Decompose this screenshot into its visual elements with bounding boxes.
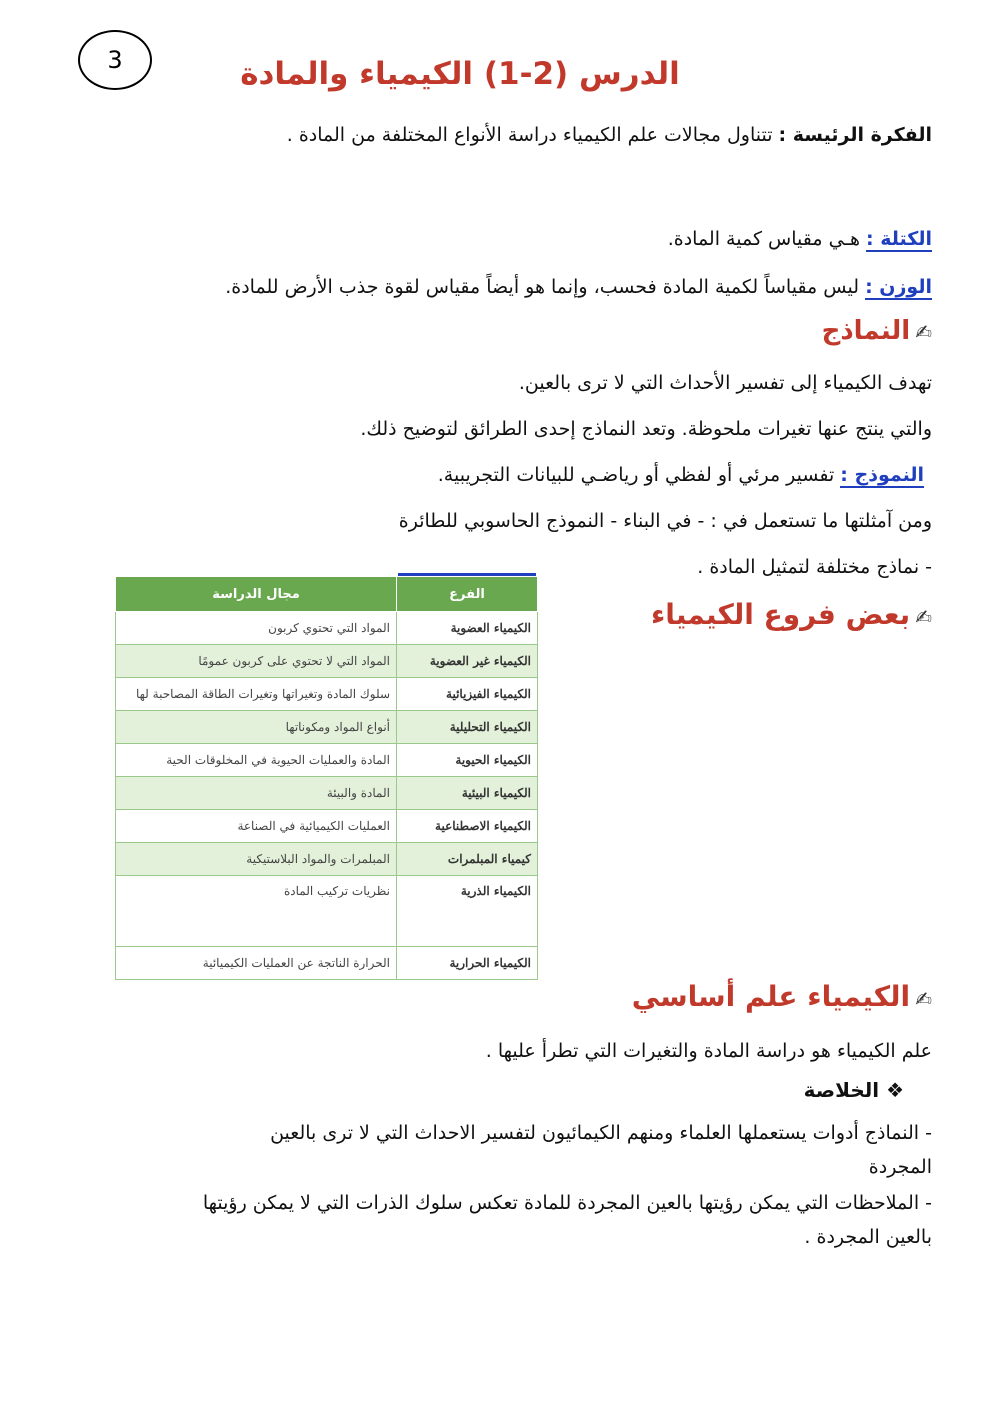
table-header-field: مجال الدراسة (116, 577, 397, 612)
main-idea (287, 120, 932, 150)
mass-definition (668, 224, 932, 254)
main-idea-text: تتناول مجالات علم الكيمياء دراسة الأنواع المختلفة من المادة . (286, 124, 779, 146)
branch-cell: كيمياء المبلمرات (397, 843, 538, 876)
field-cell: العمليات الكيميائية في الصناعة (116, 810, 397, 843)
branch-cell: الكيمياء التحليلية (397, 711, 538, 744)
field-cell: المادة والبيئة (116, 777, 397, 810)
model-label: النموذج : (840, 464, 924, 486)
field-cell: نظريات تركيب المادة (116, 876, 397, 947)
branch-cell: الكيمياء البيئية (397, 777, 538, 810)
summary-item-2: - الملاحظات التي يمكن رؤيتها بالعين المجردة للمادة تعكس سلوك الذرات التي لا يمكن رؤيتها (202, 1192, 932, 1214)
basic-science-text: علم الكيمياء هو دراسة المادة والتغيرات التي تطرأ عليها . (485, 1040, 932, 1062)
field-cell: سلوك المادة وتغيراتها وتغيرات الطاقة المصاحبة لها (116, 678, 397, 711)
table-row (116, 744, 538, 777)
branch-cell: الكيمياء الاصطناعية (397, 810, 538, 843)
table-row (116, 947, 538, 980)
table-row (116, 777, 538, 810)
field-cell: الحرارة الناتجة عن العمليات الكيميائية (116, 947, 397, 980)
branches-heading-text: بعض فروع الكيمياء (650, 598, 911, 631)
branch-cell: الكيمياء الحيوية (397, 744, 538, 777)
pen-icon: ✍ (915, 605, 932, 629)
page-number: 3 (78, 30, 152, 90)
weight-label: الوزن : (865, 276, 932, 298)
branch-cell: الكيمياء الذرية (397, 876, 538, 947)
models-paragraph-1: تهدف الكيمياء إلى تفسير الأحداث التي لا ترى بالعين. (518, 372, 932, 394)
table-row (116, 612, 538, 645)
field-cell: المواد التي تحتوي كربون (116, 612, 397, 645)
branch-cell: الكيمياء الحرارية (397, 947, 538, 980)
diamond-bullet-icon: ❖ (886, 1078, 904, 1102)
branches-heading (651, 598, 932, 631)
table-row (116, 843, 538, 876)
weight-text: ليس مقياساً لكمية المادة فحسب، وإنما هو أيضاً مقياس لقوة جذب الأرض للمادة. (225, 276, 866, 298)
table-row (116, 645, 538, 678)
pen-icon: ✍ (915, 320, 932, 344)
branch-cell: الكيمياء الفيزيائية (397, 678, 538, 711)
table-row (116, 711, 538, 744)
mass-label: الكتلة : (866, 228, 932, 250)
summary-item-1: - النماذج أدوات يستعملها العلماء ومنهم الكيمائيون لتفسير الاحداث التي لا ترى بالعين (270, 1122, 932, 1144)
field-cell: أنواع المواد ومكوناتها (116, 711, 397, 744)
table-header-branch: الفرع (397, 577, 538, 612)
summary-heading (804, 1078, 904, 1102)
page-title: الدرس (2-1) الكيمياء والمادة (240, 56, 680, 92)
field-cell: المبلمرات والمواد البلاستيكية (116, 843, 397, 876)
examples-line-1: ومن آمثلتها ما تستعمل في : - في البناء - النموذج الحاسوبي للطائرة (398, 510, 932, 532)
models-paragraph-2: والتي ينتج عنها تغيرات ملحوظة. وتعد النماذج إحدى الطرائق لتوضيح ذلك. (360, 418, 932, 440)
summary-heading-text: الخلاصة (803, 1078, 880, 1102)
model-text: تفسير مرئي أو لفظي أو رياضـي للبيانات التجريبية. (437, 464, 841, 486)
branch-cell: الكيمياء العضوية (397, 612, 538, 645)
field-cell: المادة والعمليات الحيوية في المخلوقات الحية (116, 744, 397, 777)
branches-table (115, 576, 538, 980)
pen-icon: ✍ (915, 987, 932, 1011)
summary-item-2-cont: بالعين المجردة . (804, 1226, 932, 1248)
mass-text: هـي مقياس كمية المادة. (667, 228, 867, 250)
models-heading (822, 316, 932, 346)
examples-line-2: - نماذج مختلفة لتمثيل المادة . (697, 556, 932, 578)
branch-cell: الكيمياء غير العضوية (397, 645, 538, 678)
basic-science-heading (632, 980, 932, 1013)
main-idea-label: الفكرة الرئيسة : (778, 124, 932, 146)
table-row (116, 876, 538, 947)
field-cell: المواد التي لا تحتوي على كربون عمومًا (116, 645, 397, 678)
weight-definition (225, 272, 932, 302)
basic-science-heading-text: الكيمياء علم أساسي (631, 980, 911, 1013)
summary-item-1-cont: المجردة (868, 1156, 932, 1178)
model-definition (438, 460, 924, 490)
models-heading-text: النماذج (821, 316, 911, 346)
table-row (116, 810, 538, 843)
table-row (116, 678, 538, 711)
